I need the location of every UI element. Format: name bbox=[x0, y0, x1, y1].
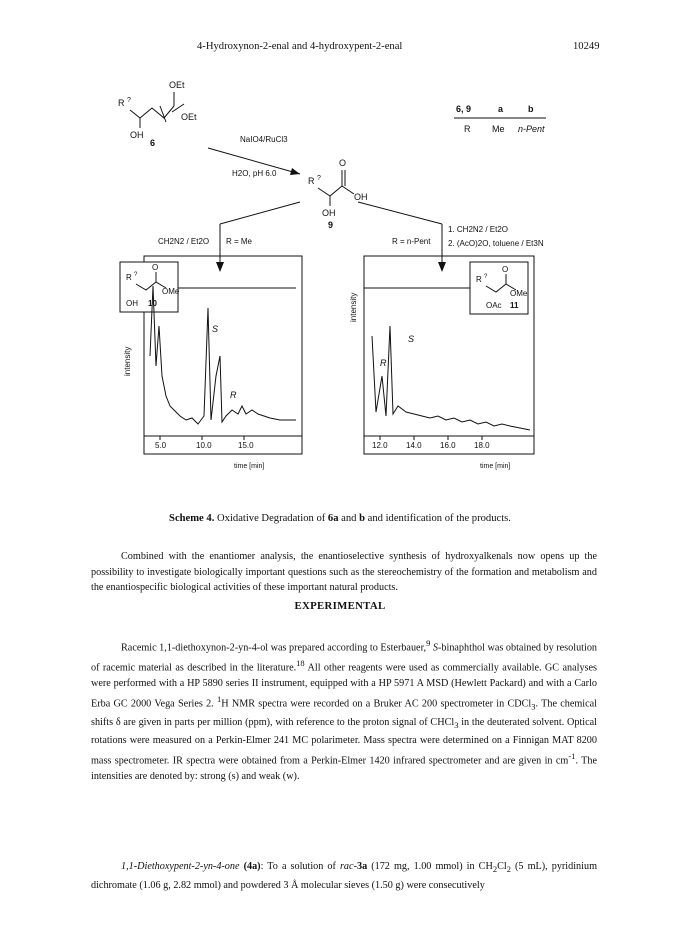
left-peak-r: R bbox=[230, 390, 237, 400]
chromatogram-left bbox=[120, 256, 302, 470]
compound-number: 6 bbox=[150, 138, 156, 148]
right-tick-2: 14.0 bbox=[406, 441, 422, 450]
oet-top: OEt bbox=[169, 80, 185, 90]
svg-text:?: ? bbox=[134, 272, 138, 278]
substituent-table bbox=[454, 104, 546, 134]
r-label: R bbox=[118, 98, 125, 108]
oet-right: OEt bbox=[181, 112, 197, 122]
scheme-figure bbox=[100, 76, 580, 500]
acid-carbonyl-o: O bbox=[339, 158, 347, 168]
left-tick-2: 10.0 bbox=[196, 441, 212, 450]
table-header-a: a bbox=[498, 104, 504, 114]
table-npent: n-Pent bbox=[518, 124, 545, 134]
left-peak-s: S bbox=[212, 324, 219, 334]
svg-text:R: R bbox=[126, 273, 132, 282]
svg-text:11: 11 bbox=[510, 301, 519, 310]
right-peak-s: S bbox=[408, 334, 415, 344]
right-reagent-2: 2. (AcO)2O, toluene / Et3N bbox=[448, 239, 544, 248]
svg-text:OMe: OMe bbox=[162, 287, 180, 296]
svg-text:O: O bbox=[152, 263, 159, 272]
caption-label: Scheme 4. bbox=[169, 513, 215, 524]
acid-r: R bbox=[308, 176, 315, 186]
paragraph-procedure-4a: 1,1-Diethoxypent-2-yn-4-one (4a): To a solution of rac-3a (172 mg, 1.00 mmol) in $CH_2Cl_2$ (5 mL), pyridinium dichromate (1.06 g, 2.82 mmol) and powdered 3 Å molecular sieves (1.50 g) were consecutively bbox=[91, 861, 597, 891]
table-r: R bbox=[464, 124, 471, 134]
section-heading: EXPERIMENTAL bbox=[294, 600, 386, 612]
svg-text:10: 10 bbox=[148, 299, 157, 308]
right-peak-r: R bbox=[380, 358, 387, 368]
paragraph-conclusion: Combined with the enantiomer analysis, the enantioselective synthesis of hydroxyalkenals now opens up the possibility to investigate biologically important questions such as the stereochemistry of the formation and metabolism and the enantiospecific biological activities of these important natural products. bbox=[91, 551, 597, 594]
right-ylabel: intensity bbox=[349, 292, 358, 322]
running-title: 4-Hydroxynon-2-enal and 4-hydroxypent-2-enal bbox=[197, 41, 403, 52]
acid-oh-bottom: OH bbox=[322, 208, 336, 218]
oh-label: OH bbox=[130, 130, 144, 140]
svg-text:OAc: OAc bbox=[486, 301, 502, 310]
left-tick-1: 5.0 bbox=[155, 441, 167, 450]
acid-stereo: ? bbox=[317, 175, 321, 182]
right-tick-1: 12.0 bbox=[372, 441, 388, 450]
left-reagent: CH2N2 / Et2O bbox=[158, 237, 210, 246]
svg-text:R: R bbox=[476, 275, 482, 284]
left-condition: R = Me bbox=[226, 237, 253, 246]
svg-text:?: ? bbox=[484, 274, 488, 280]
left-ylabel: intensity bbox=[123, 346, 132, 376]
svg-text:OH: OH bbox=[126, 299, 138, 308]
page-number: 10249 bbox=[573, 41, 600, 52]
right-reagent-1: 1. CH2N2 / Et2O bbox=[448, 225, 509, 234]
reagent-oxidant: NaIO4/RuCl3 bbox=[240, 135, 288, 144]
svg-text:OMe: OMe bbox=[510, 289, 528, 298]
table-header-b: b bbox=[528, 104, 534, 114]
svg-text:O: O bbox=[502, 265, 509, 274]
table-me: Me bbox=[492, 124, 505, 134]
scheme-caption: Scheme 4. Oxidative Degradation of 6a and b and identification of the products. bbox=[169, 513, 511, 524]
table-header-compounds: 6, 9 bbox=[456, 104, 472, 114]
stereo-mark: ? bbox=[127, 97, 131, 104]
right-condition: R = n-Pent bbox=[392, 237, 431, 246]
reagent-buffer: H2O, pH 6.0 bbox=[232, 169, 277, 178]
chromatogram-right bbox=[349, 256, 534, 470]
left-xlabel: time [min] bbox=[234, 463, 265, 470]
acid-number: 9 bbox=[328, 220, 334, 230]
right-tick-3: 16.0 bbox=[440, 441, 456, 450]
compound-9 bbox=[308, 158, 368, 230]
acid-oh: OH bbox=[354, 192, 368, 202]
compound-6 bbox=[118, 80, 197, 148]
left-tick-3: 15.0 bbox=[238, 441, 254, 450]
paragraph-general-methods: Racemic 1,1-diethoxynon-2-yn-4-ol was prepared according to Esterbauer,$^9$ S-binaphthol was obtained by resolution of racemic material as described in the literature.$^{18}$ All other reagents were used as commercially available. GC analyses were performed with a HP 5890 series II instrument, equipped with a HP 5971 A MSD (Hewlett Packard) and with a Carlo Erba GC 2000 Vega Series 2. $^1$H NMR spectra were recorded on a Bruker AC 200 spectrometer in CDCl$_3$. The chemical shifts δ are given in parts per million (ppm), with reference to the proton signal of CHCl$_3$ in the deuterated solvent. Optical rotations were measured on a Perkin-Elmer 241 MC polarimeter. Mass spectra were determined on a Finnigan MAT 8200 mass spectrometer. IR spectra were obtained from a Perkin-Elmer 1420 infrared spectrometer and are given in $cm^{-1}$. The intensities are denoted by: strong (s) and weak (w). bbox=[91, 638, 598, 782]
right-tick-4: 18.0 bbox=[474, 441, 490, 450]
right-xlabel: time [min] bbox=[480, 463, 511, 470]
scheme-drawing bbox=[100, 76, 580, 500]
